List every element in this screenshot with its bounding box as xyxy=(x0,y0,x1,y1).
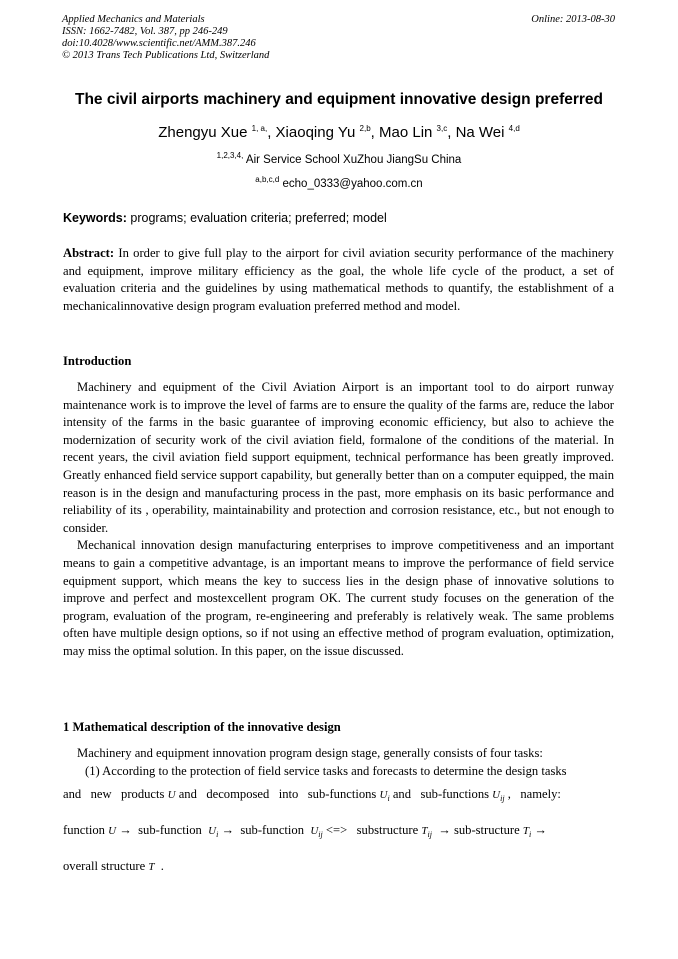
math-var-Uij: U xyxy=(310,825,319,837)
arrow-icon: → xyxy=(534,823,547,837)
math-var-Tij: T xyxy=(421,825,428,837)
math-text: function xyxy=(63,823,105,837)
abstract-text: In order to give full play to the airport for civil aviation security performance of the machinery and equipment, improve military efficiency as the goal, the whole life cycle of the product, a set of evaluation criteria and the guidelines by using mathematical methods to quantify, the establishment of a mechanicalinnovative design program evaluation preferred method and model. xyxy=(63,246,614,313)
math-sub: i xyxy=(529,830,532,839)
math-var-U: U xyxy=(108,825,117,837)
author-list: Zhengyu Xue $^{1, a,}$, Xiaoqing Yu $^{2,b}$, Mao Lin $^{3,c}$, Na Wei $^{4,d}$ xyxy=(158,124,520,141)
math-text: , namely: xyxy=(507,787,561,801)
email-mark: a,b,c,d xyxy=(255,175,280,184)
email xyxy=(0,175,678,190)
abstract xyxy=(63,245,614,315)
paper-title: The civil airports machinery and equipment innovative design preferred xyxy=(75,91,603,108)
math-text: sub-function xyxy=(240,823,305,837)
affiliation xyxy=(0,151,678,166)
intro-paragraph-2: Mechanical innovation design manufacturing enterprises to improve competitiveness and an important means to gain a competitive advantage, is an important means to improve the performance of field service equipment support, which means the key to success lies in the design phase of innovative solutions to improve and perfect and mostexcellent program OK. The current study focuses on the generation of the program, evaluation of the program, re-engineering and preferably is relatively weak. The same problems often have multiple design options, so if not using an effective method of program evaluation, optimization, may miss the optimal solution. In this paper, on the issue discussed. xyxy=(63,538,614,658)
author-affil-mark: 1, a, xyxy=(251,124,268,133)
math-var-T: T xyxy=(148,861,155,873)
section1-paragraph-2: (1) According to the protection of field service tasks and forecasts to determine the design tasks xyxy=(85,763,567,778)
math-text: and decomposed into sub-functions xyxy=(178,787,377,801)
section1-heading: 1 Mathematical description of the innovative design xyxy=(63,720,341,734)
math-sub: i xyxy=(216,830,219,839)
section1-paragraph-1: Machinery and equipment innovation program design stage, generally consists of four tasks: xyxy=(77,746,543,760)
math-var-Ui: U xyxy=(208,825,217,837)
issn-line: ISSN: 1662-7482, Vol. 387, pp 246-249 xyxy=(62,26,228,37)
introduction-heading: Introduction xyxy=(63,354,132,368)
math-text: sub-function xyxy=(138,823,202,837)
introduction-body xyxy=(63,379,614,661)
math-text: sub-structure xyxy=(453,823,520,837)
math-var-U: U xyxy=(167,789,176,801)
math-text: . xyxy=(160,859,164,873)
journal-header xyxy=(62,14,269,62)
abstract-label: Abstract: xyxy=(63,246,115,260)
math-sub: i xyxy=(387,794,390,803)
affiliation-mark: 1,2,3,4, xyxy=(216,151,244,160)
math-var-Ti: T xyxy=(522,825,529,837)
math-var-Ui: U xyxy=(379,789,388,801)
section1-body xyxy=(63,745,614,780)
math-sub: ij xyxy=(500,794,505,803)
math-text: and new products xyxy=(63,787,165,801)
online-date: Online: 2013-08-30 xyxy=(531,14,615,25)
math-line-overall xyxy=(63,859,614,874)
arrow-icon: → xyxy=(438,823,451,837)
email-address: echo_0333@yahoo.com.cn xyxy=(282,177,423,190)
author-name: Mao Lin xyxy=(379,124,433,141)
math-var-Uij: U xyxy=(492,789,501,801)
arrow-icon: → xyxy=(119,823,132,837)
math-text: and sub-functions xyxy=(392,787,490,801)
math-line-products xyxy=(63,787,614,803)
affiliation-text: Air Service School XuZhou JiangSu China xyxy=(245,153,462,166)
math-text: overall structure xyxy=(63,859,146,873)
math-text: <=> substructure xyxy=(325,823,419,837)
math-sub: ij xyxy=(427,830,432,839)
keywords xyxy=(63,211,615,225)
math-line-decomposition xyxy=(63,823,614,839)
author-name: Na Wei xyxy=(455,124,505,141)
journal-name: Applied Mechanics and Materials xyxy=(62,14,205,25)
arrow-icon: → xyxy=(221,823,235,837)
keywords-text: programs; evaluation criteria; preferred; model xyxy=(130,211,387,225)
keywords-label: Keywords: xyxy=(63,211,127,225)
intro-paragraph-1: Machinery and equipment of the Civil Aviation Airport is an important tool to do airport runway maintenance work is to improve the level of farms are to ensure the quality of the farms are, reduce the labor intensity of the farms in the basic guarantee of improving economic efficiency, but also to achieve the modernization of security work of the civil aviation field, formalone of the conditions of the material. In recent years, the civil aviation field support equipment, technical performance has been greatly improved. Greatly enhanced field service support capability, but generally better than on a computer equipped, the main reason is in the design and manufacturing process in the past, more emphasis on its basic performance and reliability of its , operability, maintainability and protection and corrosion resistance, etc., but not enough to consider. xyxy=(63,380,614,535)
author-affil-mark: 2,b xyxy=(359,124,371,133)
author-affil-mark: 4,d xyxy=(508,124,520,133)
author-affil-mark: 3,c xyxy=(436,124,448,133)
author-name: Zhengyu Xue xyxy=(158,124,248,141)
doi-line: doi:10.4028/www.scientific.net/AMM.387.246 xyxy=(62,38,256,49)
copyright-line: © 2013 Trans Tech Publications Ltd, Switzerland xyxy=(62,50,270,61)
author-name: Xiaoqing Yu xyxy=(275,124,356,141)
math-sub: ij xyxy=(318,830,323,839)
